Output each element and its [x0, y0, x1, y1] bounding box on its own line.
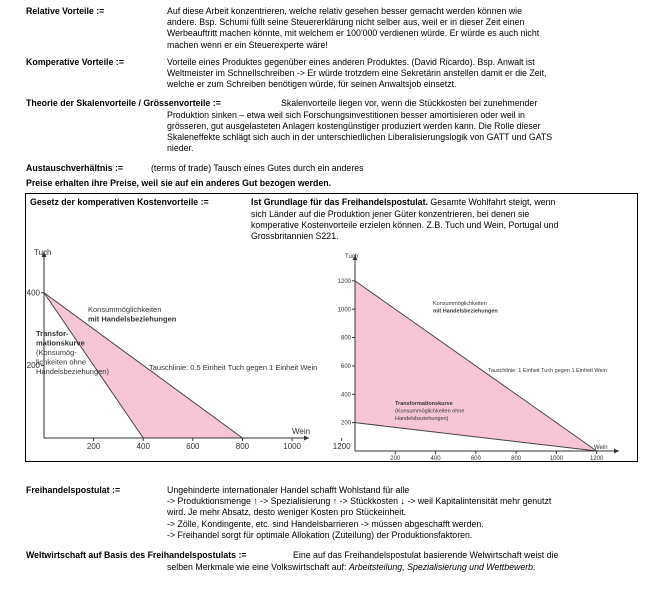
- term-austauschverhaeltnis: Austauschverhältnis :=: [26, 163, 124, 173]
- text-line: nieder.: [167, 143, 194, 154]
- x-tick-label: 1200: [332, 442, 351, 451]
- x-tick-label: 400: [136, 442, 150, 451]
- text-line: Vorteile eines Produktes gegenüber eines anderen Produktes. (David Ricardo). Bsp. Anwalt ist: [167, 57, 535, 67]
- term-kostenvorteile: Gesetz der komperativen Kostenvorteile :=: [30, 197, 209, 207]
- y-tick-label: 1000: [337, 307, 351, 314]
- x-axis-label: Wein: [292, 427, 311, 436]
- transformation-label: Handelsbeziehungen): [395, 416, 449, 422]
- y-tick-label: 600: [340, 364, 351, 371]
- text-line: machen wenn er ein Steuerexperte wäre!: [167, 39, 328, 50]
- consumption-label: Konsummöglichkeiten: [88, 305, 162, 314]
- term-weltwirtschaft: Weltwirtschaft auf Basis des Freihandelspostulats :=: [26, 550, 247, 560]
- x-tick-label: 1000: [549, 456, 564, 462]
- transformation-label: Transfor-: [36, 329, 69, 338]
- term-skalenvorteile: Theorie der Skalenvorteile / Grössenvorteile :=: [26, 98, 221, 108]
- text-line: sich Länder auf die Produktion jener Güter konzentrieren, bei denen sie: [251, 208, 530, 219]
- trade-line-label: Tauschlinie: 0.5 Einheit Tuch gegen 1 Einheit Wein: [149, 363, 318, 372]
- x-tick-label: 800: [511, 456, 522, 462]
- text-line: grösseren, gut ausgelasteten Anlagen kostengünstiger produziert werden kann. Die Rolle dieser: [167, 120, 541, 131]
- term-relative-vorteile: Relative Vorteile :=: [26, 6, 105, 16]
- x-axis-arrow: [304, 436, 309, 441]
- x-tick-label: 200: [86, 442, 101, 451]
- text-line: wird. Je mehr Absatz, desto weniger Kosten pro Stückeinheit.: [167, 507, 407, 518]
- text-span: selben Merkmale wie eine Volkswirtschaft auf:: [167, 561, 349, 572]
- def-weltwirtschaft-first: Eine auf das Freihandelspostulat basierende Welwirtschaft weist die: [293, 550, 559, 560]
- y-axis-label: Tuch: [345, 254, 359, 260]
- def-skalenvorteile-first: Skalenvorteile liegen vor, wenn die Stückkosten bei zunehmender: [281, 98, 538, 108]
- text-span: Gesamte Wohlfahrt steigt, wenn: [430, 197, 556, 207]
- text-line: Weltmeister im Schnellschreiben -> Er würde trotzdem eine Sekretärin anstellen damit er die Zeit,: [167, 68, 547, 79]
- preise-statement: Preise erhalten ihre Preise, weil sie auf ein anderes Gut bezogen werden.: [26, 178, 332, 188]
- y-axis-label: Tuch: [34, 248, 52, 257]
- text-line: andere. Bsp. Schumi füllt seine Steuererklärung nicht selber aus, weil er in dieser Zeit einen: [167, 17, 525, 28]
- transformation-label: Transformationskurve: [395, 401, 453, 407]
- term-komperative-vorteile: Komperative Vorteile :=: [26, 57, 124, 67]
- bold-start: Ist Grundlage für das Freihandelspostulat.: [251, 197, 428, 207]
- italic-span: Arbeitsteilung, Spezialisierung und Wettbewerb.: [348, 561, 536, 572]
- x-tick-label: 400: [430, 456, 441, 462]
- x-tick-label: 200: [390, 456, 401, 462]
- chart-left: [26, 246, 351, 458]
- consumption-label: Konsummöglichkeiten: [433, 301, 487, 307]
- transformation-label: (Konsummöglichkeiten ohne: [395, 408, 465, 415]
- consumption-label: mit Handelsbeziehungen: [433, 308, 498, 315]
- transformation-label: (Konsumög-: [36, 348, 77, 357]
- x-tick-label: 800: [235, 442, 250, 451]
- x-tick-label: 600: [186, 442, 200, 451]
- text-line: Produktion sinken – etwa weil sich Forschungsinvestitionen besser amortisieren oder weil in: [167, 109, 525, 120]
- def-kostenvorteile-first: [251, 197, 555, 208]
- def-austauschverhaeltnis: (terms of trade) Tausch eines Gutes durch ein anderes: [151, 163, 364, 173]
- def-komperative-vorteile: [167, 57, 637, 91]
- text-line: komperative Kostenvorteile erzielen können. Z.B. Tuch und Wein, Portugal und: [251, 219, 559, 230]
- y-tick-label: 400: [26, 288, 40, 298]
- text-line: welche er zum Schreiben benötigen würde, für seinen Anwaltsjob einsetzt.: [167, 79, 457, 90]
- text-line: Ungehinderte internationaler Handel schafft Wohlstand für alle: [167, 485, 410, 495]
- x-tick-label: 1200: [590, 456, 604, 462]
- def-weltwirtschaft-second: [167, 562, 536, 573]
- text-line: -> Freihandel sorgt für optimale Allokation (Zuteilung) der Produktionsfaktoren.: [167, 529, 473, 540]
- y-tick-label: 400: [340, 392, 351, 399]
- text-line: Grossbritannien S221.: [251, 230, 339, 241]
- def-freihandelspostulat: [167, 485, 647, 541]
- transformation-label: lichkeiten ohne: [36, 357, 87, 367]
- transformation-label: mationskurve: [36, 338, 85, 348]
- text-line: Skaleneffekte schlägt sich auch in der unterschiedlichen Liberalisierungslogik von GATT und GATS: [167, 131, 553, 142]
- def-relative-vorteile: [167, 6, 637, 51]
- text-line: -> Produktionsmenge ↑ -> Spezialisierung ↑ -> Stückkosten ↓ -> weil Kapitalintensität mehr genutzt: [167, 496, 552, 507]
- x-tick-label: 1000: [283, 442, 301, 451]
- consumption-label: mit Handelsbeziehungen: [88, 314, 177, 324]
- y-tick-label: 200: [26, 361, 40, 371]
- y-tick-label: 1200: [337, 278, 351, 285]
- trade-line-label: Tauschlinie: 1 Einheit Tuch gegen 1 Einheit Wein: [488, 368, 607, 374]
- text-line: -> Zölle, Kondingente, etc. sind Handelsbarrieren -> müssen abgeschafft werden.: [167, 518, 484, 529]
- x-tick-label: 600: [470, 456, 481, 462]
- x-axis-label: Wein: [594, 445, 608, 451]
- def-kostenvorteile: [251, 209, 631, 243]
- term-freihandelspostulat: Freihandelspostulat :=: [26, 485, 121, 495]
- def-skalenvorteile: [167, 110, 637, 155]
- y-tick-label: 800: [340, 335, 351, 342]
- chart-right: [330, 252, 630, 462]
- transformation-label: Handelsbeziehungen): [36, 367, 109, 376]
- text-line: Werbeauftritt machen könnte, mit welchem er 100'000 verdienen würde. Er würde es auch nicht: [167, 28, 540, 39]
- text-line: Auf diese Arbeit konzentrieren, welche relativ gesehen besser gemacht werden können wie: [167, 6, 523, 16]
- y-tick-label: 200: [340, 420, 351, 427]
- x-axis-arrow: [614, 449, 619, 454]
